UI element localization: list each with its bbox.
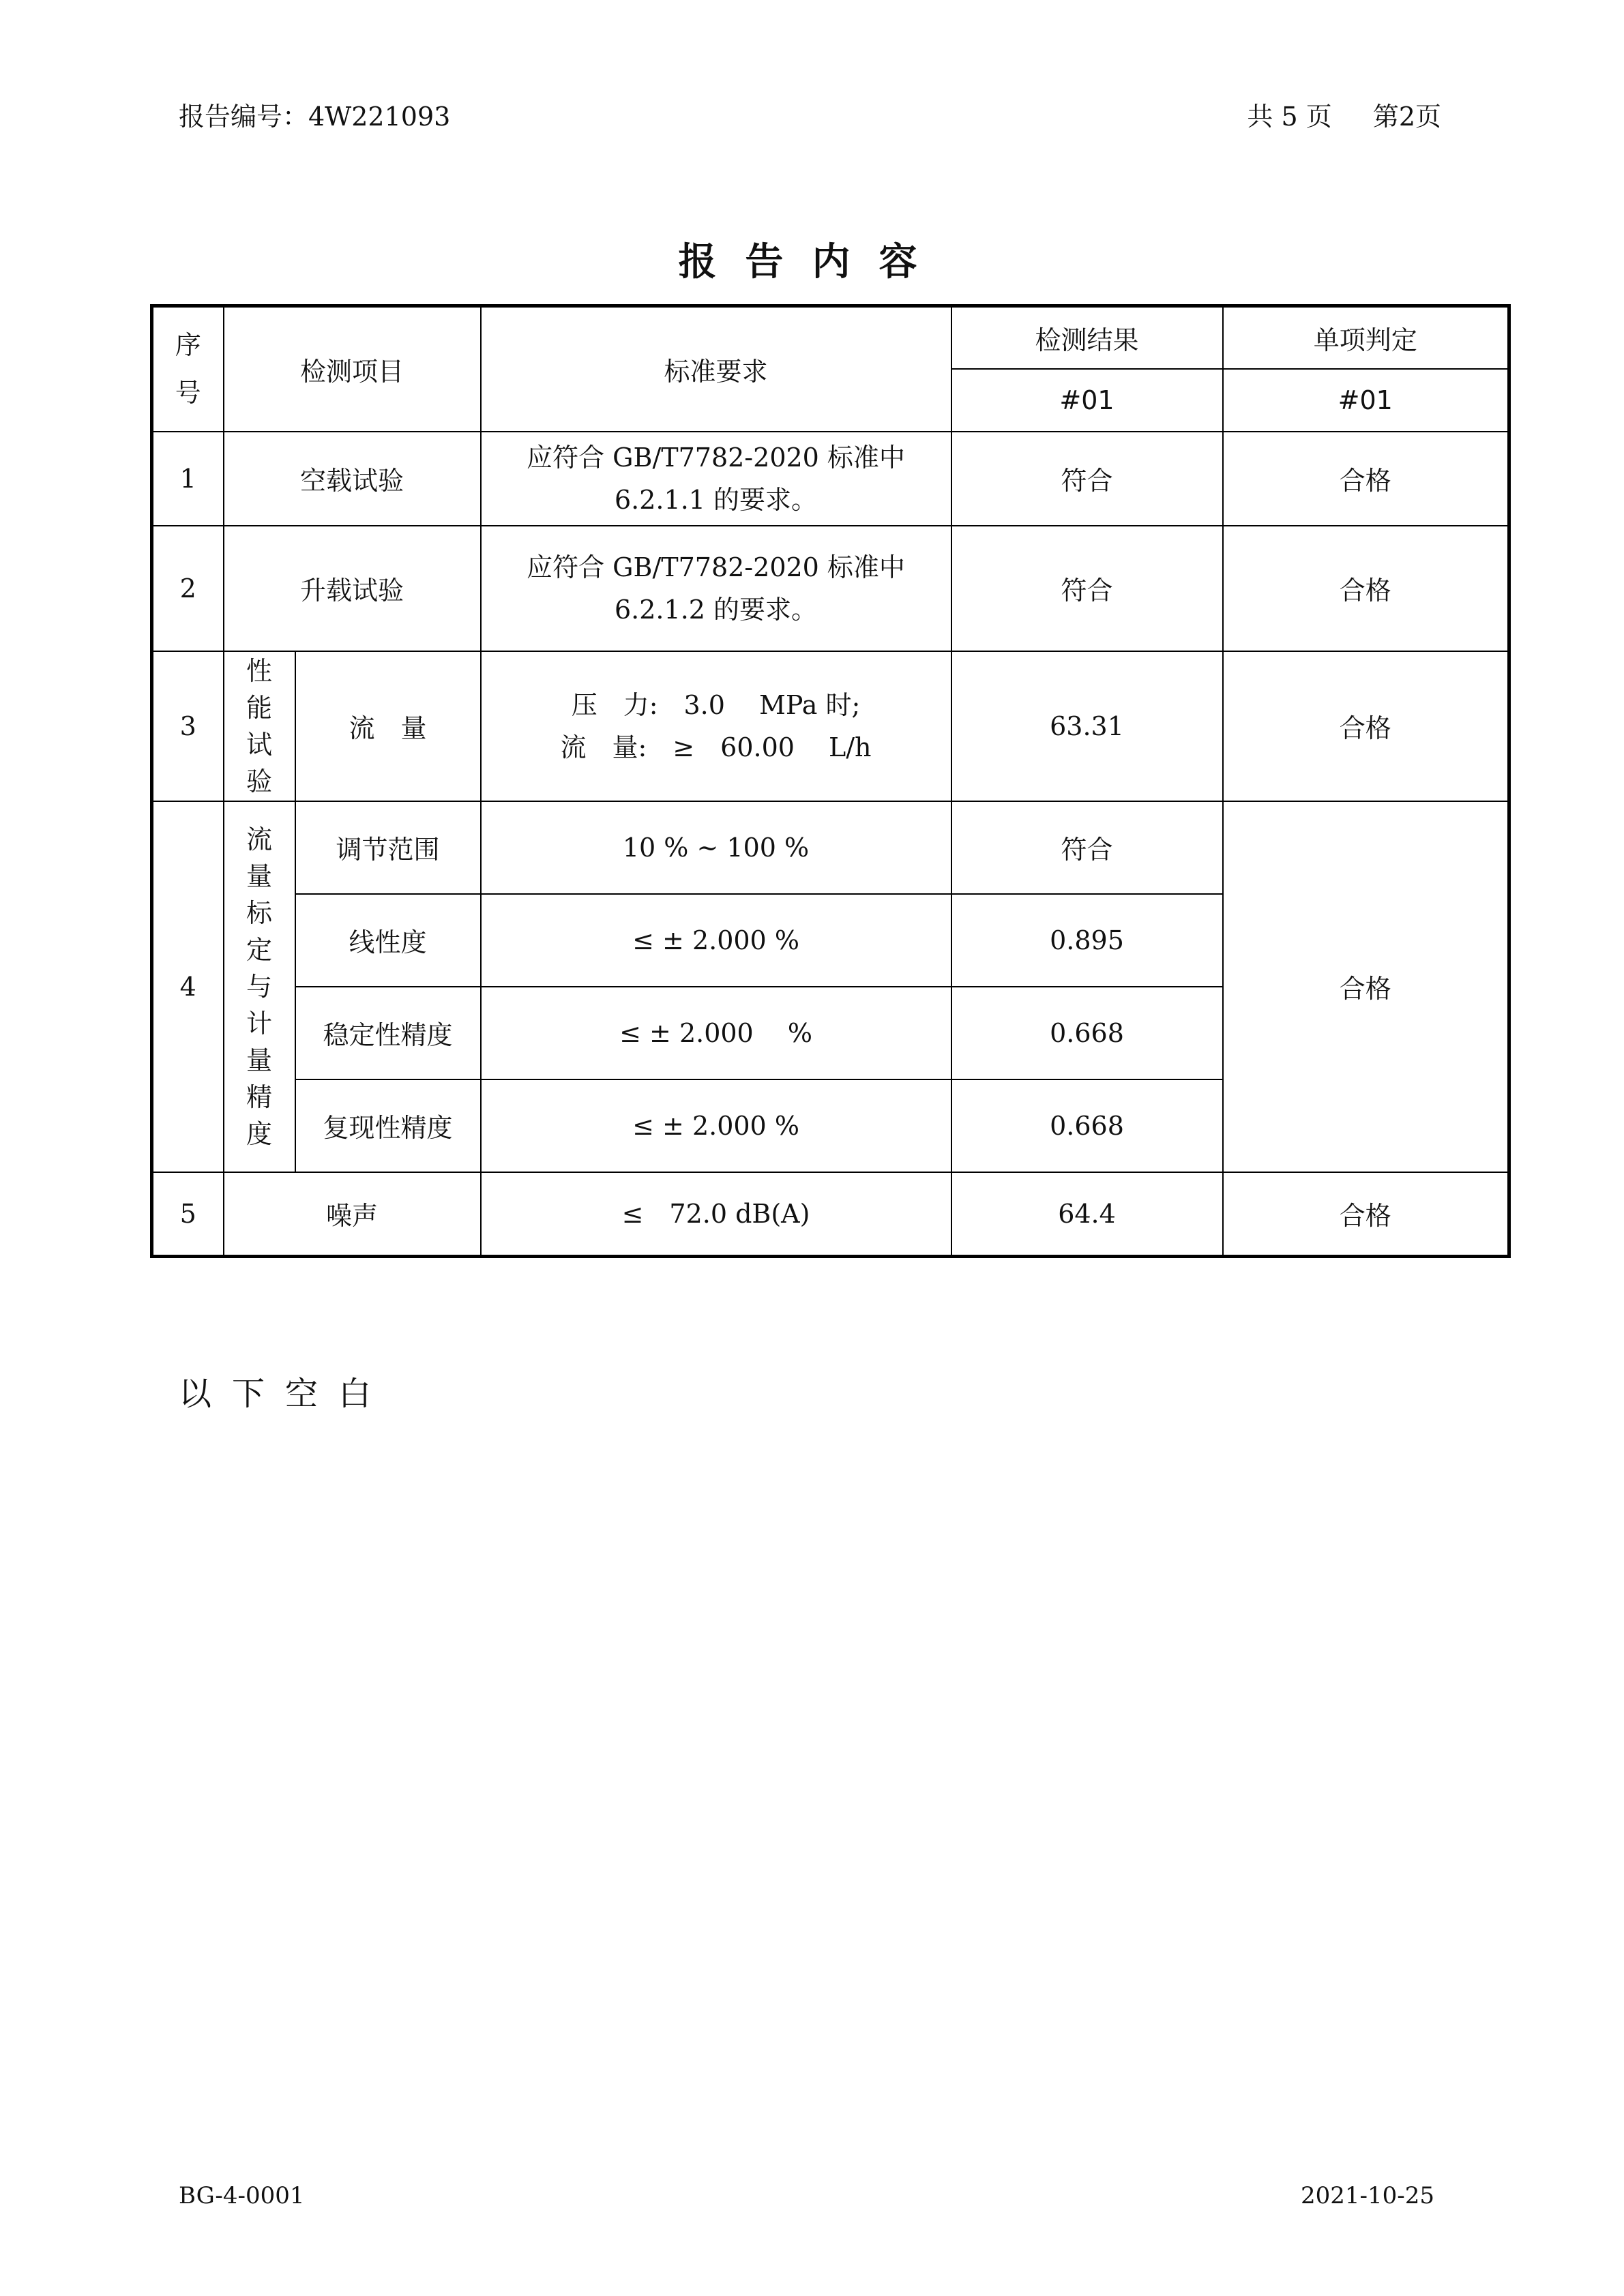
row-judgement: 合格 [1223,526,1509,651]
header-result-sample: #01 [951,369,1223,432]
header-standard: 标准要求 [481,306,951,432]
row-result: 符合 [951,801,1223,894]
header-seq: 序 号 [152,306,224,432]
page-indicator [1247,95,1441,133]
current-page: 第2页 [1372,102,1441,132]
header-judgement-sample: #01 [1223,369,1509,432]
header-item: 检测项目 [224,306,481,432]
row-seq: 5 [152,1172,224,1257]
row-judgement: 合格 [1223,1172,1509,1257]
row-group: 流 量 标 定 与 计 量 精 度 [224,801,295,1172]
report-table [150,304,1511,1258]
row-standard: 应符合 GB/T7782-2020 标准中 6.2.1.1 的要求。 [481,432,951,526]
row-result: 0.668 [951,1079,1223,1172]
row-seq: 4 [152,801,224,1172]
row-result: 63.31 [951,651,1223,801]
row-seq: 3 [152,651,224,801]
row-result: 符合 [951,526,1223,651]
row-standard: 10 % ~ 100 % [481,801,951,894]
row-seq: 1 [152,432,224,526]
report-number: 报告编号：4W221093 [179,102,451,132]
row-item: 空载试验 [224,432,481,526]
table-header-row [152,306,1509,369]
row-item: 流 量 [295,651,481,801]
row-item: 线性度 [295,894,481,987]
row-standard: ≤ ± 2.000 % [481,987,951,1079]
table-row [152,801,1509,894]
header-result: 检测结果 [951,306,1223,369]
header-judgement: 单项判定 [1223,306,1509,369]
row-result: 0.668 [951,987,1223,1079]
row-result: 64.4 [951,1172,1223,1257]
table-row [152,526,1509,651]
row-item: 调节范围 [295,801,481,894]
row-standard: ≤ 72.0 dB(A) [481,1172,951,1257]
row-result: 0.895 [951,894,1223,987]
row-seq: 2 [152,526,224,651]
row-item: 升载试验 [224,526,481,651]
row-judgement: 合格 [1223,651,1509,801]
row-result: 符合 [951,432,1223,526]
row-standard: ≤ ± 2.000 % [481,894,951,987]
row-item: 复现性精度 [295,1079,481,1172]
page-title: 报告内容 [678,239,946,284]
table-row [152,432,1509,526]
row-judgement: 合格 [1223,432,1509,526]
blank-below-note: 以下空白 [179,1375,392,1413]
row-item: 噪声 [224,1172,481,1257]
table-row [152,1172,1509,1257]
row-standard: ≤ ± 2.000 % [481,1079,951,1172]
row-judgement: 合格 [1223,801,1509,1172]
form-number: BG-4-0001 [179,2182,305,2209]
table-row [152,651,1509,801]
row-standard: 压 力: 3.0 MPa 时; 流 量: ≥ 60.00 L/h [481,651,951,801]
row-standard: 应符合 GB/T7782-2020 标准中 6.2.1.2 的要求。 [481,526,951,651]
report-date: 2021-10-25 [1300,2182,1434,2209]
row-item: 稳定性精度 [295,987,481,1079]
total-pages: 共 5 页 [1247,102,1332,132]
row-group: 性 能 试 验 [224,651,295,801]
